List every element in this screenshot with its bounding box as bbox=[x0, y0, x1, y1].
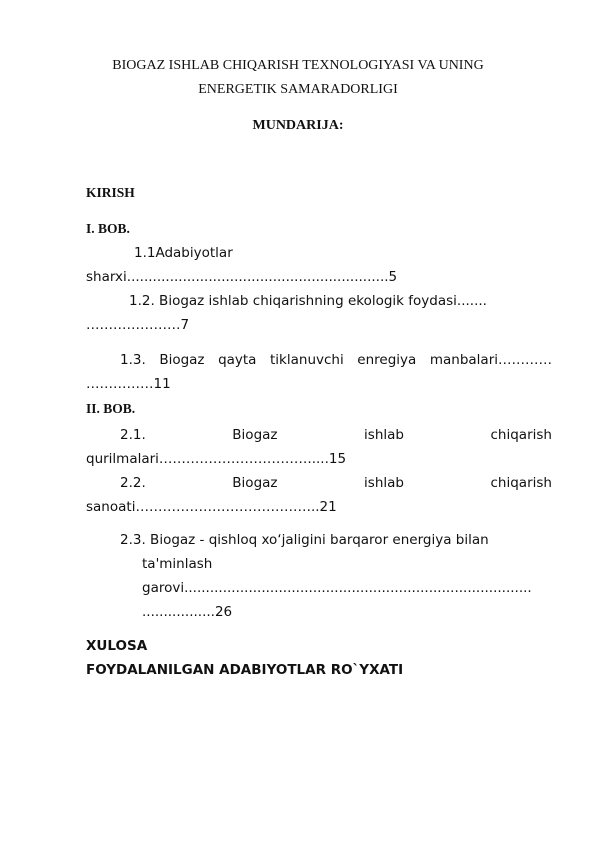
toc-item-1-3-word: 1.3. bbox=[120, 352, 146, 368]
toc-item-1-3-word: manbalari………… bbox=[429, 352, 552, 368]
toc-item-2-2-word: chiqarish bbox=[490, 475, 552, 491]
toc-item-2-2-line-1 bbox=[120, 474, 552, 492]
document-title-line-1: BIOGAZ ISHLAB CHIQARISH TEXNOLOGIYASI VA UNING bbox=[112, 58, 484, 73]
toc-item-2-2-line-2: sanoati…………………………………..21 bbox=[86, 499, 337, 515]
contents-heading: MUNDARIJA: bbox=[252, 118, 344, 133]
toc-item-1-3-word: enregiya bbox=[357, 352, 417, 368]
toc-intro: KIRISH bbox=[86, 185, 135, 200]
toc-item-2-3-line-3: garovi................................................................................. bbox=[142, 580, 532, 596]
toc-item-2-1-line-1 bbox=[120, 426, 552, 444]
toc-item-2-3-line-1: 2.3. Biogaz - qishloq xo‘jaligini barqaror energiya bilan bbox=[120, 532, 489, 548]
toc-item-1-1-line-1: 1.1Adabiyotlar bbox=[134, 245, 233, 261]
toc-references: FOYDALANILGAN ADABIYOTLAR RO`YXATI bbox=[86, 662, 404, 678]
toc-item-1-1-line-2: sharxi.............................................................5 bbox=[86, 269, 398, 285]
toc-chapter-2: II. BOB. bbox=[86, 401, 136, 416]
toc-conclusion: XULOSA bbox=[86, 638, 148, 654]
toc-item-2-1-line-2: qurilmalari…………………………….....15 bbox=[86, 451, 347, 467]
toc-item-2-1-word: 2.1. bbox=[120, 427, 146, 443]
toc-item-1-3-word: Biogaz bbox=[159, 352, 205, 368]
toc-item-1-2-line-1: 1.2. Biogaz ishlab chiqarishning ekologik foydasi....... bbox=[129, 293, 487, 309]
toc-item-2-1-word: chiqarish bbox=[490, 427, 552, 443]
toc-item-1-3-line-2: ……………11 bbox=[86, 376, 171, 392]
toc-item-2-2-word: 2.2. bbox=[120, 475, 146, 491]
toc-item-1-3-word: tiklanuvchi bbox=[270, 352, 344, 368]
document-title-line-2: ENERGETIK SAMARADORLIGI bbox=[198, 82, 398, 97]
toc-item-1-2-line-2: …………………7 bbox=[86, 317, 190, 333]
toc-item-2-3-line-4: .................26 bbox=[142, 604, 233, 620]
toc-item-1-3-line-1 bbox=[120, 351, 552, 369]
toc-item-2-2-word: ishlab bbox=[364, 475, 404, 491]
toc-item-2-1-word: Biogaz bbox=[232, 427, 278, 443]
toc-item-2-1-word: ishlab bbox=[364, 427, 404, 443]
toc-item-2-2-word: Biogaz bbox=[232, 475, 278, 491]
toc-chapter-1: I. BOB. bbox=[86, 221, 130, 236]
toc-item-2-3-line-2: ta'minlash bbox=[142, 556, 213, 572]
toc-item-1-3-word: qayta bbox=[218, 352, 257, 368]
